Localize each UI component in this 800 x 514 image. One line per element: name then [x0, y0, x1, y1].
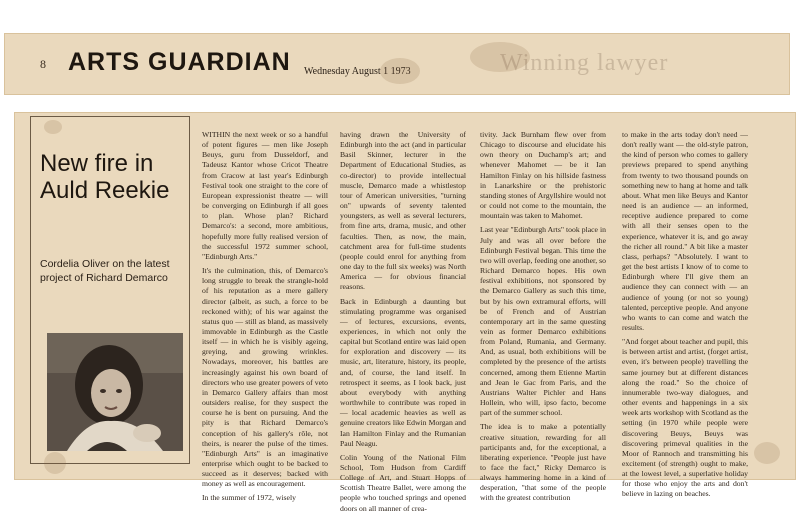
paragraph: tivity. Jack Burnham flew over from Chicago to discourse and elucidate his own theory on Duchamp's art; and whenever Mahomet — be it Ian Hamilton Finlay on his hillside fastness in Lanarkshire or the prehistoric standing stones of Argyllshire would not or could not come to the mountain, the mountain was taken to Mahomet.	[480, 130, 606, 221]
stain	[44, 452, 66, 474]
paragraph: It's the culmination, this, of Demarco's long struggle to break the strangle-hold of his reputation as a mere gallery director (albeit, as such, a force to be reckoned with); of his war against the status quo — still as bland, as massively immovable in Edinburgh as the Castle itself — in which he is visibly ageing, greying, and growing wrinkles. Nowadays, moreover, his battles are increasingly against his own board of directors who use greater powers of veto in Demarco Gallery affairs than most outsiders realise, for they suspect the course he is bent on pursuing. And the pity is that Richard Demarco's conception of his gallery's rôle, not theirs, is nearer the pulse of the times. "Edinburgh Arts" is an imaginative enterprise which ought to be backed to succeed as it deserves; backed with money as well as encouragement.	[202, 266, 328, 489]
paragraph: "And forget about teacher and pupil, this is between artist and artist, (forget artist, even, it's between people) travelling the same journey but at different distances along the road." So the choice of innumerable two-way dialogues, and other events and happenings in a six week arts workshop with Scotland as the setting (in 1970 while people were discovering Beuys, Beuys was discovering primeval qualities in the Moor of Rannoch and transmitting his excitement (of strength) ought to make, at the lowest level, a superlative holiday for those who enjoy the arts and don't believe in lazing on beaches.	[622, 337, 748, 499]
paragraph: WITHIN the next week or so a handful of potent figures — men like Joseph Beuys, guru from Dusseldorf, and Tadeusz Kantor whose Cricot Theatre from Cracow at last year's Edinburgh Festival took one straight to the core of European expressionist theatre — will be converging on Edinburgh if all goes to plan. Whose plan? Richard Demarco's: a second, more ambitious, hopefully more fully realised version of the successful 1972 summer school, "Edinburgh Arts."	[202, 130, 328, 261]
article-clipping	[14, 112, 796, 513]
paragraph: The idea is to make a potentially creative situation, rewarding for all participants and, for the exceptional, a liberating experience. "People just have to face the fact," Ricky Demarco is always hammering home in a kind of desperation, "that some of the people with the greatest contribution	[480, 422, 606, 503]
article-column-1	[202, 130, 328, 503]
paragraph: to make in the arts today don't need — don't really want — the old-style patron, the kind of person who comes to gallery previews prepared to spend anything from twenty to two thousand pounds on something new to hang at home and talk about. What men like Beuys and Kantor need is an audience — an informed, receptive audience prepared to come with all their senses open to the experience, whatever it is, and go away the richer all round." A bit like a master class, perhaps? "Absolutely. I want to get the best artists I know of to come to Edinburgh where I'll give them an audience they can connect with — an audience of young (or not so young) talented, perceptive people. And anyone who wants to can come and watch the results.	[622, 130, 748, 332]
article-byline: Cordelia Oliver on the latest project of Richard Demarco	[40, 258, 170, 284]
stain	[470, 42, 530, 72]
page-number: 8	[40, 57, 46, 71]
portrait-photo	[47, 333, 183, 451]
dateline: Wednesday August 1 1973	[304, 66, 411, 77]
paragraph: Colin Young of the National Film School, Tom Hudson from Cardiff College of Art, and Stuart Hopps of Scottish Theatre Ballet, were among the people who touched springs and opened doors on all manner of crea-	[340, 452, 466, 513]
stain	[754, 442, 780, 464]
paragraph: Last year "Edinburgh Arts" took place in July and was all over before the Edinburgh Festival began. This time the two will overlap, feeding one another, so Richard Demarco hopes. His own festival exhibitions, not sponsored by the Demarco Gallery as such this time, but by his own extramural efforts, will be of French and of Austrian contemporary art in the same questing vein as former Demarco exhibitions from Poland, Rumania, and Germany. And, as usual, both exhibitions will be completed by the presence of the artists concerned, among them Etienne Martin and Jean le Gac from Paris, and the Austrians Walter Pichler and Hans Hollein, who will, ipso facto, become part of the summer school.	[480, 225, 606, 418]
masthead-title: ARTS GUARDIAN	[68, 48, 291, 76]
stain	[44, 120, 62, 134]
paragraph: having drawn the University of Edinburgh into the act (and in particular Basil Skinner, lecturer in the Department of Educational Studies, as co-director) to provide intellectual muscle, Demarco made a whistlestop tour of American universities, "turning on" upwards of seventy talented youngsters, as well as several lecturers, from fine arts, drama, music, and other faculties. Then, as now, the main, catchment area for full-time students (people could enrol for anything from one day to the full six weeks) was North America — for obvious financial reasons.	[340, 130, 466, 292]
article-column-3	[480, 130, 606, 503]
stain	[380, 58, 420, 84]
article-headline: New fire in Auld Reekie	[40, 150, 170, 204]
article-column-2	[340, 130, 466, 513]
portrait-image	[47, 333, 183, 451]
paragraph: Back in Edinburgh a daunting but stimulating programme was organised — of lectures, excursions, events, experiences, in which not only the capital but Scotland entire was laid open for exploration and discovery — its music, art, literature, history, its people, and, of course, the land itself. In retrospect it seems, as I look back, just about everybody with anything worthwhile to contribute was roped in — local academic heavies as well as genuine creators like Edwin Morgan and Ian Hamilton Finlay and the Rumanian Paul Neagu.	[340, 296, 466, 448]
article-column-4	[622, 130, 748, 499]
paragraph: In the summer of 1972, wisely	[202, 493, 296, 503]
bleed-through-headline: Winning lawyer	[500, 50, 669, 76]
